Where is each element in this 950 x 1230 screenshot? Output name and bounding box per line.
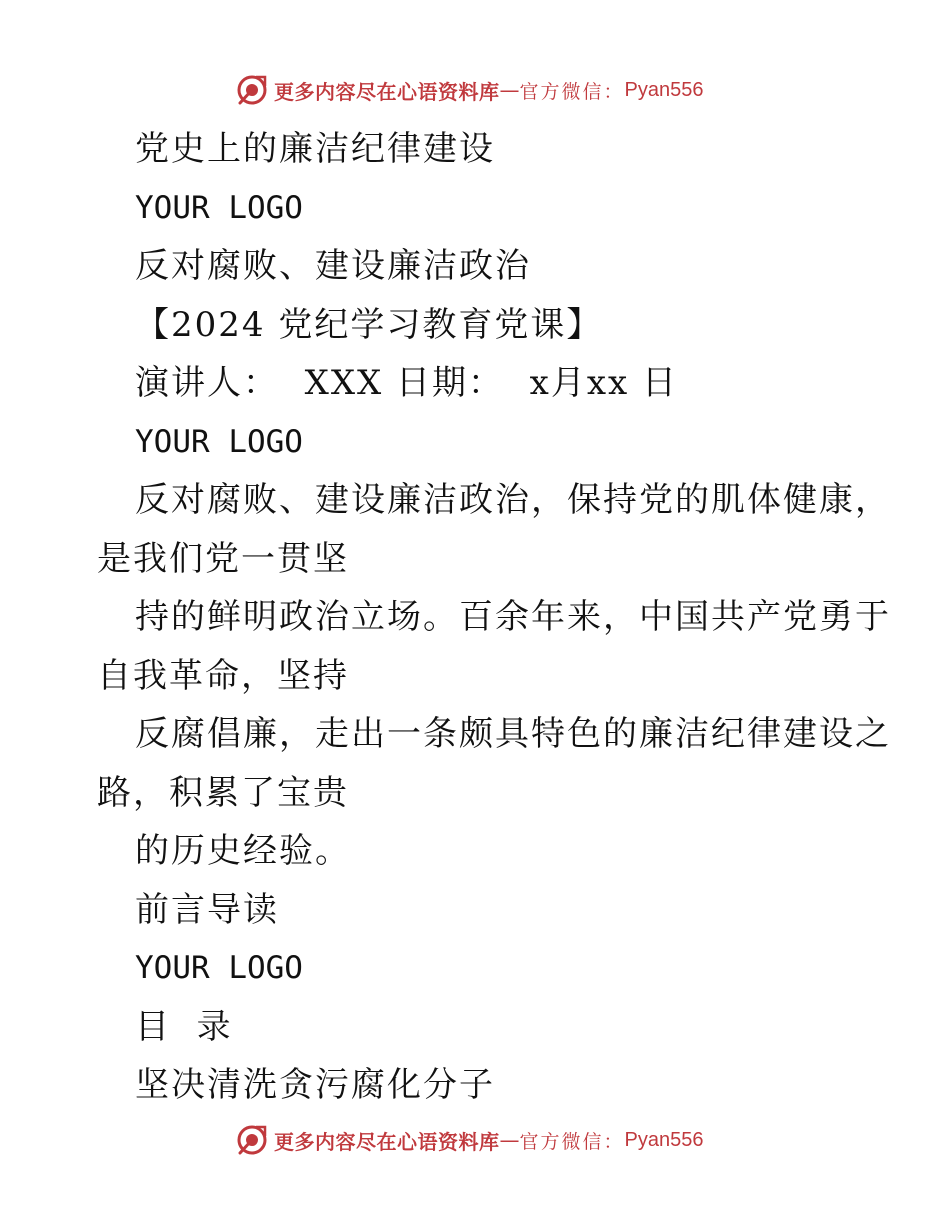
paragraph-line: 路，积累了宝贵 xyxy=(97,772,349,813)
watermark-official-text: 官方微信： xyxy=(519,1130,625,1153)
paragraph-line: 反腐倡廉，走出一条颇具特色的廉洁纪律建设之 xyxy=(135,714,891,754)
contents-heading: 目 录 xyxy=(135,1006,233,1047)
paragraph-line: 自我革命，坚持 xyxy=(97,655,349,696)
document-body xyxy=(97,120,891,1115)
header-watermark xyxy=(236,73,703,107)
watermark-dash: — xyxy=(499,1128,520,1152)
paragraph-line: 反对腐败、建设廉洁政治，保持党的肌体健康， xyxy=(135,480,891,520)
watermark-account: Pyan556 xyxy=(624,78,704,101)
paragraph-line: 持的鲜明政治立场。百余年来，中国共产党勇于 xyxy=(135,597,891,637)
watermark-dash: — xyxy=(499,78,520,102)
section-heading-preface: 前言导读 xyxy=(135,889,279,930)
document-title: 党史上的廉洁纪律建设 xyxy=(135,129,495,169)
quill-logo-icon xyxy=(236,1124,268,1156)
paragraph-line: 是我们党一贯坚 xyxy=(97,538,349,579)
logo-placeholder: YOUR LOGO xyxy=(135,189,303,226)
logo-placeholder: YOUR LOGO xyxy=(135,423,303,460)
watermark-account: Pyan556 xyxy=(624,1128,704,1151)
watermark-site-text: 更多内容尽在心语资料库 xyxy=(274,1129,500,1154)
logo-placeholder: YOUR LOGO xyxy=(135,950,303,986)
paragraph-line: 的历史经验。 xyxy=(135,831,351,871)
watermark-site-text: 更多内容尽在心语资料库 xyxy=(274,79,500,104)
course-label: 【2024 党纪学习教育党课】 xyxy=(135,304,603,345)
watermark-official-text: 官方微信： xyxy=(519,80,625,103)
quill-logo-icon xyxy=(236,74,268,106)
document-subtitle: 反对腐败、建设廉洁政治 xyxy=(135,246,531,286)
footer-watermark xyxy=(236,1123,703,1157)
speaker-date-line: 演讲人： XXX 日期： x月xx 日 xyxy=(135,363,678,403)
contents-item: 坚决清洗贪污腐化分子 xyxy=(135,1065,495,1105)
